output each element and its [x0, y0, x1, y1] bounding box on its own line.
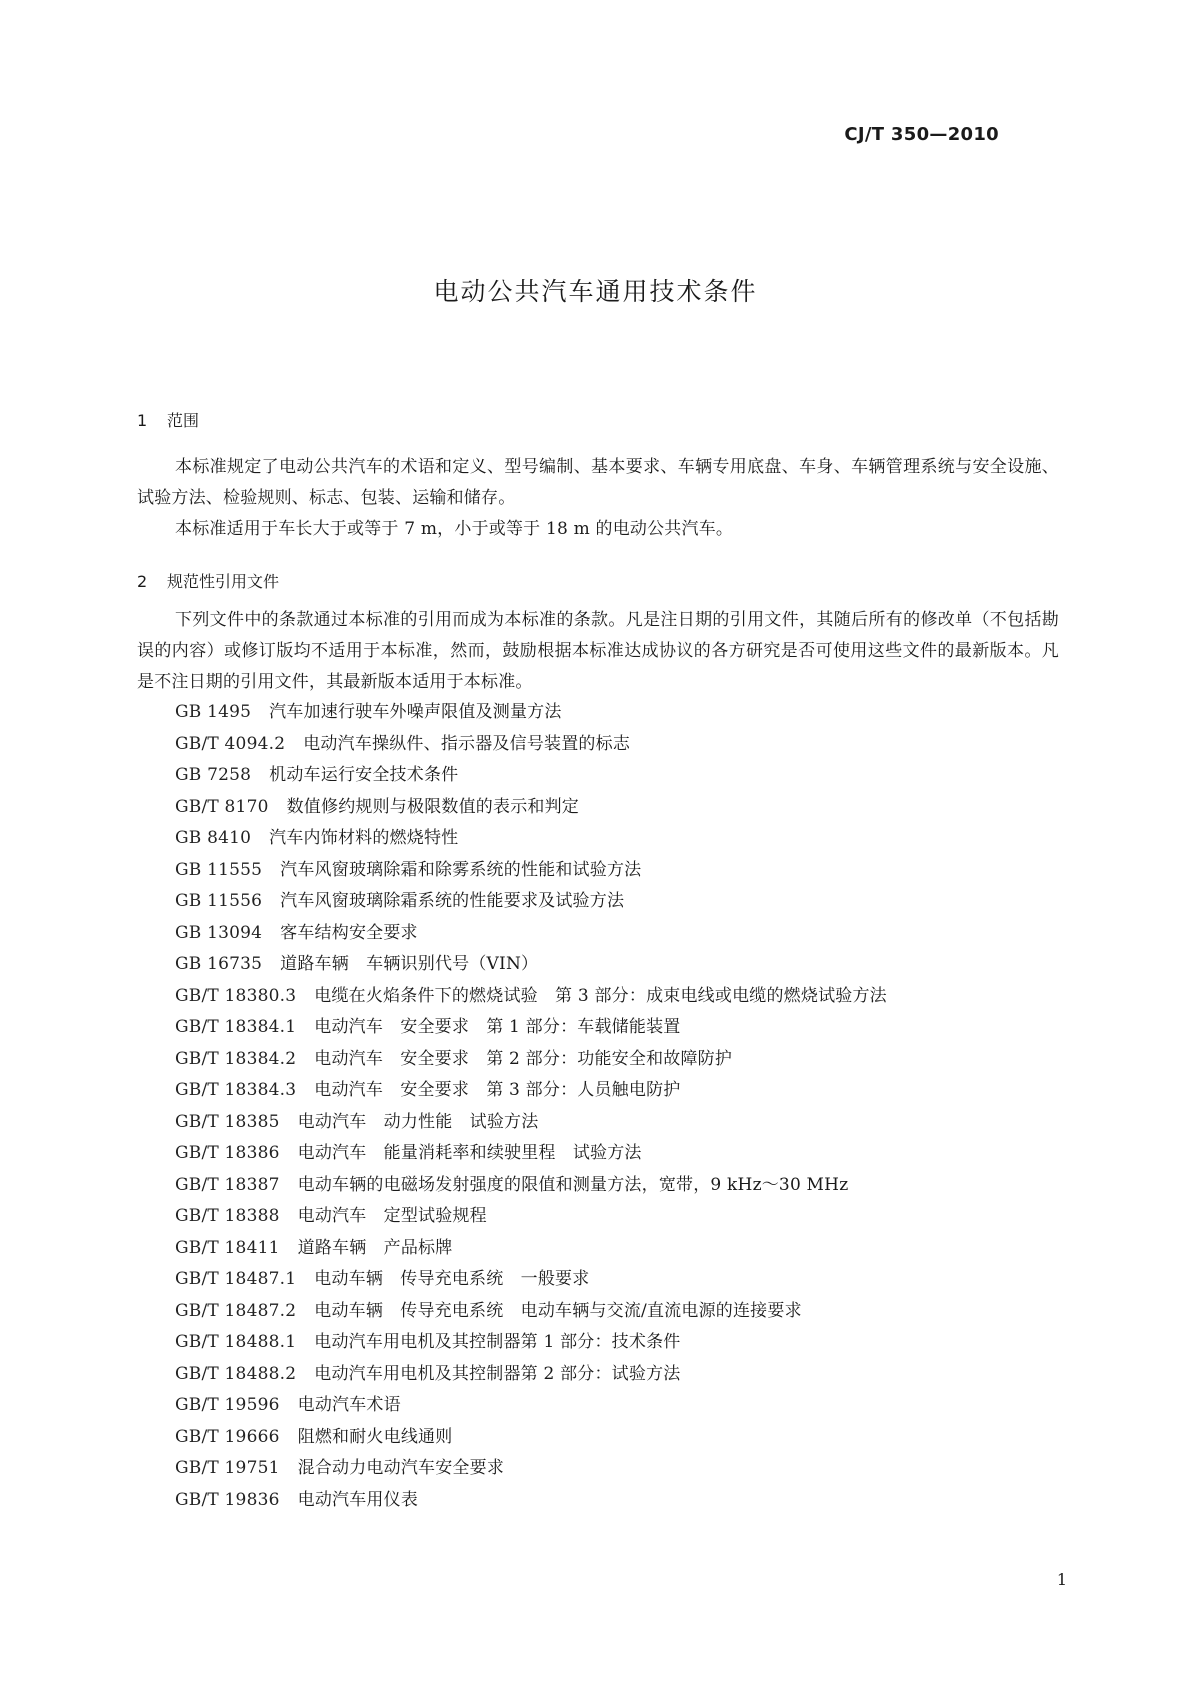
reference-item [175, 760, 887, 792]
reference-title: 道路车辆 车辆识别代号（VIN） [280, 954, 539, 974]
reference-item [175, 1453, 887, 1485]
reference-code: GB 13094 [175, 922, 263, 943]
reference-code: GB/T 18487.2 [175, 1300, 297, 1321]
section-title: 规范性引用文件 [167, 572, 280, 591]
reference-title: 机动车运行安全技术条件 [269, 765, 459, 785]
page-number: 1 [1056, 1570, 1067, 1589]
reference-item [175, 1296, 887, 1328]
reference-title: 电动车辆 传导充电系统 电动车辆与交流/直流电源的连接要求 [314, 1300, 802, 1321]
reference-item [175, 1201, 887, 1233]
reference-title: 电动汽车 动力性能 试验方法 [297, 1111, 539, 1132]
reference-list [175, 697, 887, 1516]
reference-title: 电动汽车 定型试验规程 [297, 1206, 487, 1226]
reference-title: 电动汽车术语 [297, 1395, 401, 1415]
reference-title: 阻燃和耐火电线通则 [297, 1426, 453, 1447]
reference-title: 混合动力电动汽车安全要求 [297, 1458, 505, 1478]
reference-title: 电缆在火焰条件下的燃烧试验 第 3 部分：成束电线或电缆的燃烧试验方法 [314, 985, 887, 1006]
reference-code: GB/T 19836 [175, 1489, 280, 1510]
reference-code: GB/T 18384.3 [175, 1080, 297, 1100]
reference-title: 电动汽车操纵件、指示器及信号装置的标志 [303, 733, 631, 754]
reference-item [175, 1012, 887, 1044]
reference-item [175, 1264, 887, 1296]
reference-code: GB/T 18487.1 [175, 1269, 297, 1289]
reference-item [175, 792, 887, 824]
reference-title: 客车结构安全要求 [280, 922, 418, 943]
reference-item [175, 1170, 887, 1202]
reference-title: 汽车加速行驶车外噪声限值及测量方法 [269, 702, 562, 722]
reference-title: 电动汽车 安全要求 第 2 部分：功能安全和故障防护 [314, 1048, 733, 1069]
reference-code: GB/T 19751 [175, 1458, 280, 1478]
reference-item [175, 823, 887, 855]
reference-code: GB/T 18411 [175, 1237, 280, 1258]
reference-item [175, 1390, 887, 1422]
reference-code: GB 7258 [175, 765, 252, 785]
reference-title: 电动汽车 安全要求 第 1 部分：车载储能装置 [314, 1017, 681, 1037]
reference-code: GB 11555 [175, 859, 263, 880]
reference-title: 电动汽车用电机及其控制器第 2 部分：试验方法 [314, 1363, 681, 1384]
reference-title: 电动汽车用仪表 [297, 1489, 419, 1510]
section-2-heading [137, 569, 279, 592]
reference-code: GB/T 19596 [175, 1395, 280, 1415]
reference-item [175, 1485, 887, 1517]
reference-code: GB 8410 [175, 828, 252, 848]
reference-item [175, 1107, 887, 1139]
section-number: 1 [137, 411, 148, 430]
reference-item [175, 697, 887, 729]
reference-item [175, 855, 887, 887]
reference-item [175, 1233, 887, 1265]
reference-item [175, 1075, 887, 1107]
reference-item [175, 1327, 887, 1359]
reference-code: GB/T 18385 [175, 1111, 280, 1132]
reference-title: 道路车辆 产品标牌 [297, 1237, 453, 1258]
reference-item [175, 729, 887, 761]
section-title: 范围 [167, 411, 200, 430]
reference-code: GB/T 18388 [175, 1206, 280, 1226]
reference-code: GB/T 18384.2 [175, 1048, 297, 1069]
reference-code: GB 1495 [175, 702, 252, 722]
reference-item [175, 886, 887, 918]
section-number: 2 [137, 572, 148, 591]
document-title: 电动公共汽车通用技术条件 [433, 277, 758, 306]
scope-paragraph-1: 本标准规定了电动公共汽车的术语和定义、型号编制、基本要求、车辆专用底盘、车身、车辆管理系统与安全设施、试验方法、检验规则、标志、包装、运输和储存。 [137, 457, 1059, 508]
reference-code: GB/T 8170 [175, 796, 269, 817]
reference-title: 电动汽车用电机及其控制器第 1 部分：技术条件 [314, 1332, 681, 1352]
reference-code: GB 11556 [175, 891, 263, 911]
reference-item [175, 1044, 887, 1076]
reference-code: GB/T 19666 [175, 1426, 280, 1447]
reference-item [175, 1422, 887, 1454]
reference-title: 电动车辆 传导充电系统 一般要求 [314, 1269, 590, 1289]
reference-item [175, 981, 887, 1013]
reference-title: 电动汽车 安全要求 第 3 部分：人员触电防护 [314, 1080, 681, 1100]
section-1-heading [137, 408, 199, 431]
reference-title: 数值修约规则与极限数值的表示和判定 [286, 796, 580, 817]
scope-paragraph-2: 本标准适用于车长大于或等于 7 m，小于或等于 18 m 的电动公共汽车。 [175, 519, 734, 539]
reference-code: GB/T 18488.1 [175, 1332, 297, 1352]
reference-item [175, 1359, 887, 1391]
standard-code: CJ/T 350—2010 [844, 124, 999, 145]
reference-item [175, 949, 887, 981]
reference-title: 汽车内饰材料的燃烧特性 [269, 828, 459, 848]
reference-code: GB 16735 [175, 954, 263, 974]
reference-item [175, 1138, 887, 1170]
reference-code: GB/T 18386 [175, 1143, 280, 1163]
reference-code: GB/T 18488.2 [175, 1363, 297, 1384]
reference-code: GB/T 18384.1 [175, 1017, 297, 1037]
reference-item [175, 918, 887, 950]
normative-references-paragraph: 下列文件中的条款通过本标准的引用而成为本标准的条款。凡是注日期的引用文件，其随后所有的修改单（不包括勘误的内容）或修订版均不适用于本标准，然而，鼓励根据本标准达成协议的各方研究是否可使用这些文件的最新版本。凡是不注日期的引用文件，其最新版本适用于本标准。 [137, 610, 1059, 692]
reference-title: 电动车辆的电磁场发射强度的限值和测量方法，宽带，9 kHz～30 MHz [297, 1174, 849, 1195]
reference-code: GB/T 18387 [175, 1174, 280, 1195]
reference-code: GB/T 4094.2 [175, 733, 286, 754]
reference-title: 电动汽车 能量消耗率和续驶里程 试验方法 [297, 1143, 642, 1163]
reference-title: 汽车风窗玻璃除霜系统的性能要求及试验方法 [280, 891, 625, 911]
reference-title: 汽车风窗玻璃除霜和除雾系统的性能和试验方法 [280, 859, 642, 880]
reference-code: GB/T 18380.3 [175, 985, 297, 1006]
